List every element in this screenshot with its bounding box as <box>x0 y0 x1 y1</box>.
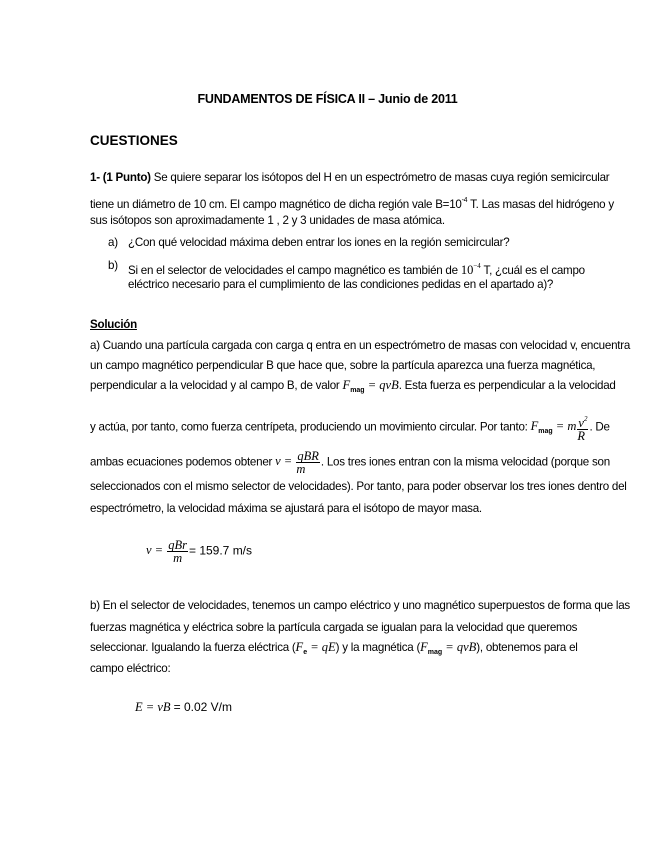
centripetal-formula: $F_{mag} = m$ $\frac{v^2}{R}$ <box>530 415 588 443</box>
item-a-marker: a) <box>108 236 118 249</box>
mag-subscript: mag <box>538 428 553 436</box>
question-line-2 <box>90 194 614 212</box>
document-title: FUNDAMENTOS DE FÍSICA II – Junio de 2011 <box>197 92 458 106</box>
item-b-line-1 <box>128 259 585 278</box>
solution-b-line-3 <box>90 640 578 660</box>
question-line-3: sus isótopos son aproximadamente 1 , 2 y 3 unidades de masa atómica. <box>90 214 445 227</box>
solution-text-4b: . De <box>589 420 610 434</box>
v2-over-r-fraction: $\frac{v^2}{R}$ <box>577 415 588 443</box>
solution-line-1: a) Cuando una partícula cargada con carga q entra en un espectrómetro de masas con velocidad v, encuentra <box>90 339 631 352</box>
item-b-line-2: eléctrico necesario para el cumplimiento de las condiciones pedidas en el apartado a)? <box>128 278 554 291</box>
solution-text-3a: perpendicular a la velocidad y al campo B, de valor <box>90 379 340 392</box>
magnetic-force-formula-b: $F_{mag}$ = qvB <box>420 640 477 656</box>
item-b-text-1b: T, ¿cuál es el campo <box>483 264 585 277</box>
velocity-result-equation: v = $\frac{\text{qBr}}{m}$ = 159.7 m/s <box>146 538 253 565</box>
solution-b-text-3c: ), obtenemos para el <box>476 641 578 654</box>
qbr-over-m-result-fraction: $\frac{\text{qBr}}{m}$ <box>168 538 187 565</box>
solution-text-4a: y actúa, por tanto, como fuerza centrípeta, produciendo un movimiento circular. Por tanto: <box>90 420 528 434</box>
question-text-1: Se quiere separar los isótopos del H en un espectrómetro de masas cuya región semicircular <box>153 171 610 184</box>
item-b-marker: b) <box>108 259 118 272</box>
item-a-text: ¿Con qué velocidad máxima deben entrar los iones en la región semicircular? <box>128 236 510 249</box>
solution-line-5 <box>90 449 610 476</box>
solution-b-line-2: fuerzas magnética y eléctrica sobre la partícula cargada se igualan para la velocidad que queremos <box>90 621 578 634</box>
solution-line-3 <box>90 378 616 398</box>
section-heading: CUESTIONES <box>90 133 178 148</box>
solution-line-7: espectrómetro, la velocidad máxima se ajustará para el isótopo de mayor masa. <box>90 502 482 515</box>
question-line-1 <box>90 171 610 185</box>
electric-field-result-value: = 0.02 V/m <box>173 700 233 714</box>
solution-text-5b: . Los tres iones entran con la misma velocidad (porque son <box>320 455 610 469</box>
solution-text-3b: . Esta fuerza es perpendicular a la velocidad <box>398 379 616 392</box>
solution-heading: Solución <box>90 318 137 331</box>
solution-line-2: un campo magnético perpendicular B que hace que, sobre la partícula aparezca una fuerza magnética, <box>90 359 596 372</box>
question-label: 1- (1 Punto) <box>90 171 151 184</box>
solution-line-6: seleccionados con el mismo selector de velocidades). Por tanto, para poder observar los tres iones dentro del <box>90 480 627 493</box>
item-b-math-base: 10 <box>460 263 474 277</box>
solution-line-4 <box>90 413 610 443</box>
velocity-formula: v = $\frac{\text{qBR}}{m}$ <box>275 449 319 476</box>
item-b-math-exp: −4 <box>473 262 481 270</box>
mag-subscript: mag <box>427 649 443 656</box>
mag-subscript: mag <box>350 387 365 394</box>
solution-b-text-3a: seleccionar. Igualando la fuerza eléctrica ( <box>90 641 296 654</box>
velocity-result-value: = 159.7 m/s <box>188 543 253 558</box>
e-subscript: e <box>303 649 308 656</box>
question-exponent: -4 <box>461 197 468 204</box>
electric-force-formula: $F_e$ = qE <box>295 640 336 656</box>
item-b-text-1a: Si en el selector de velocidades el campo magnético es también de <box>128 264 458 277</box>
qbr-over-m-fraction: $\frac{\text{qBR}}{m}$ <box>296 449 319 476</box>
magnetic-force-formula: $F_{mag}$ = qvB <box>342 378 399 394</box>
solution-text-5a: ambas ecuaciones podemos obtener <box>90 455 273 469</box>
solution-b-text-3b: ) y la magnética ( <box>335 641 421 654</box>
item-b-math <box>461 263 481 277</box>
question-text-2b: T. Las masas del hidrógeno y <box>467 198 614 211</box>
solution-b-line-4: campo eléctrico: <box>90 662 171 675</box>
question-text-2a: tiene un diámetro de 10 cm. El campo magnético de dicha región vale B=10 <box>90 198 462 211</box>
solution-b-line-1: b) En el selector de velocidades, tenemos un campo eléctrico y uno magnético superpuestos de forma que las <box>90 599 630 612</box>
electric-field-result-equation: E = vB = 0.02 V/m <box>135 700 233 714</box>
